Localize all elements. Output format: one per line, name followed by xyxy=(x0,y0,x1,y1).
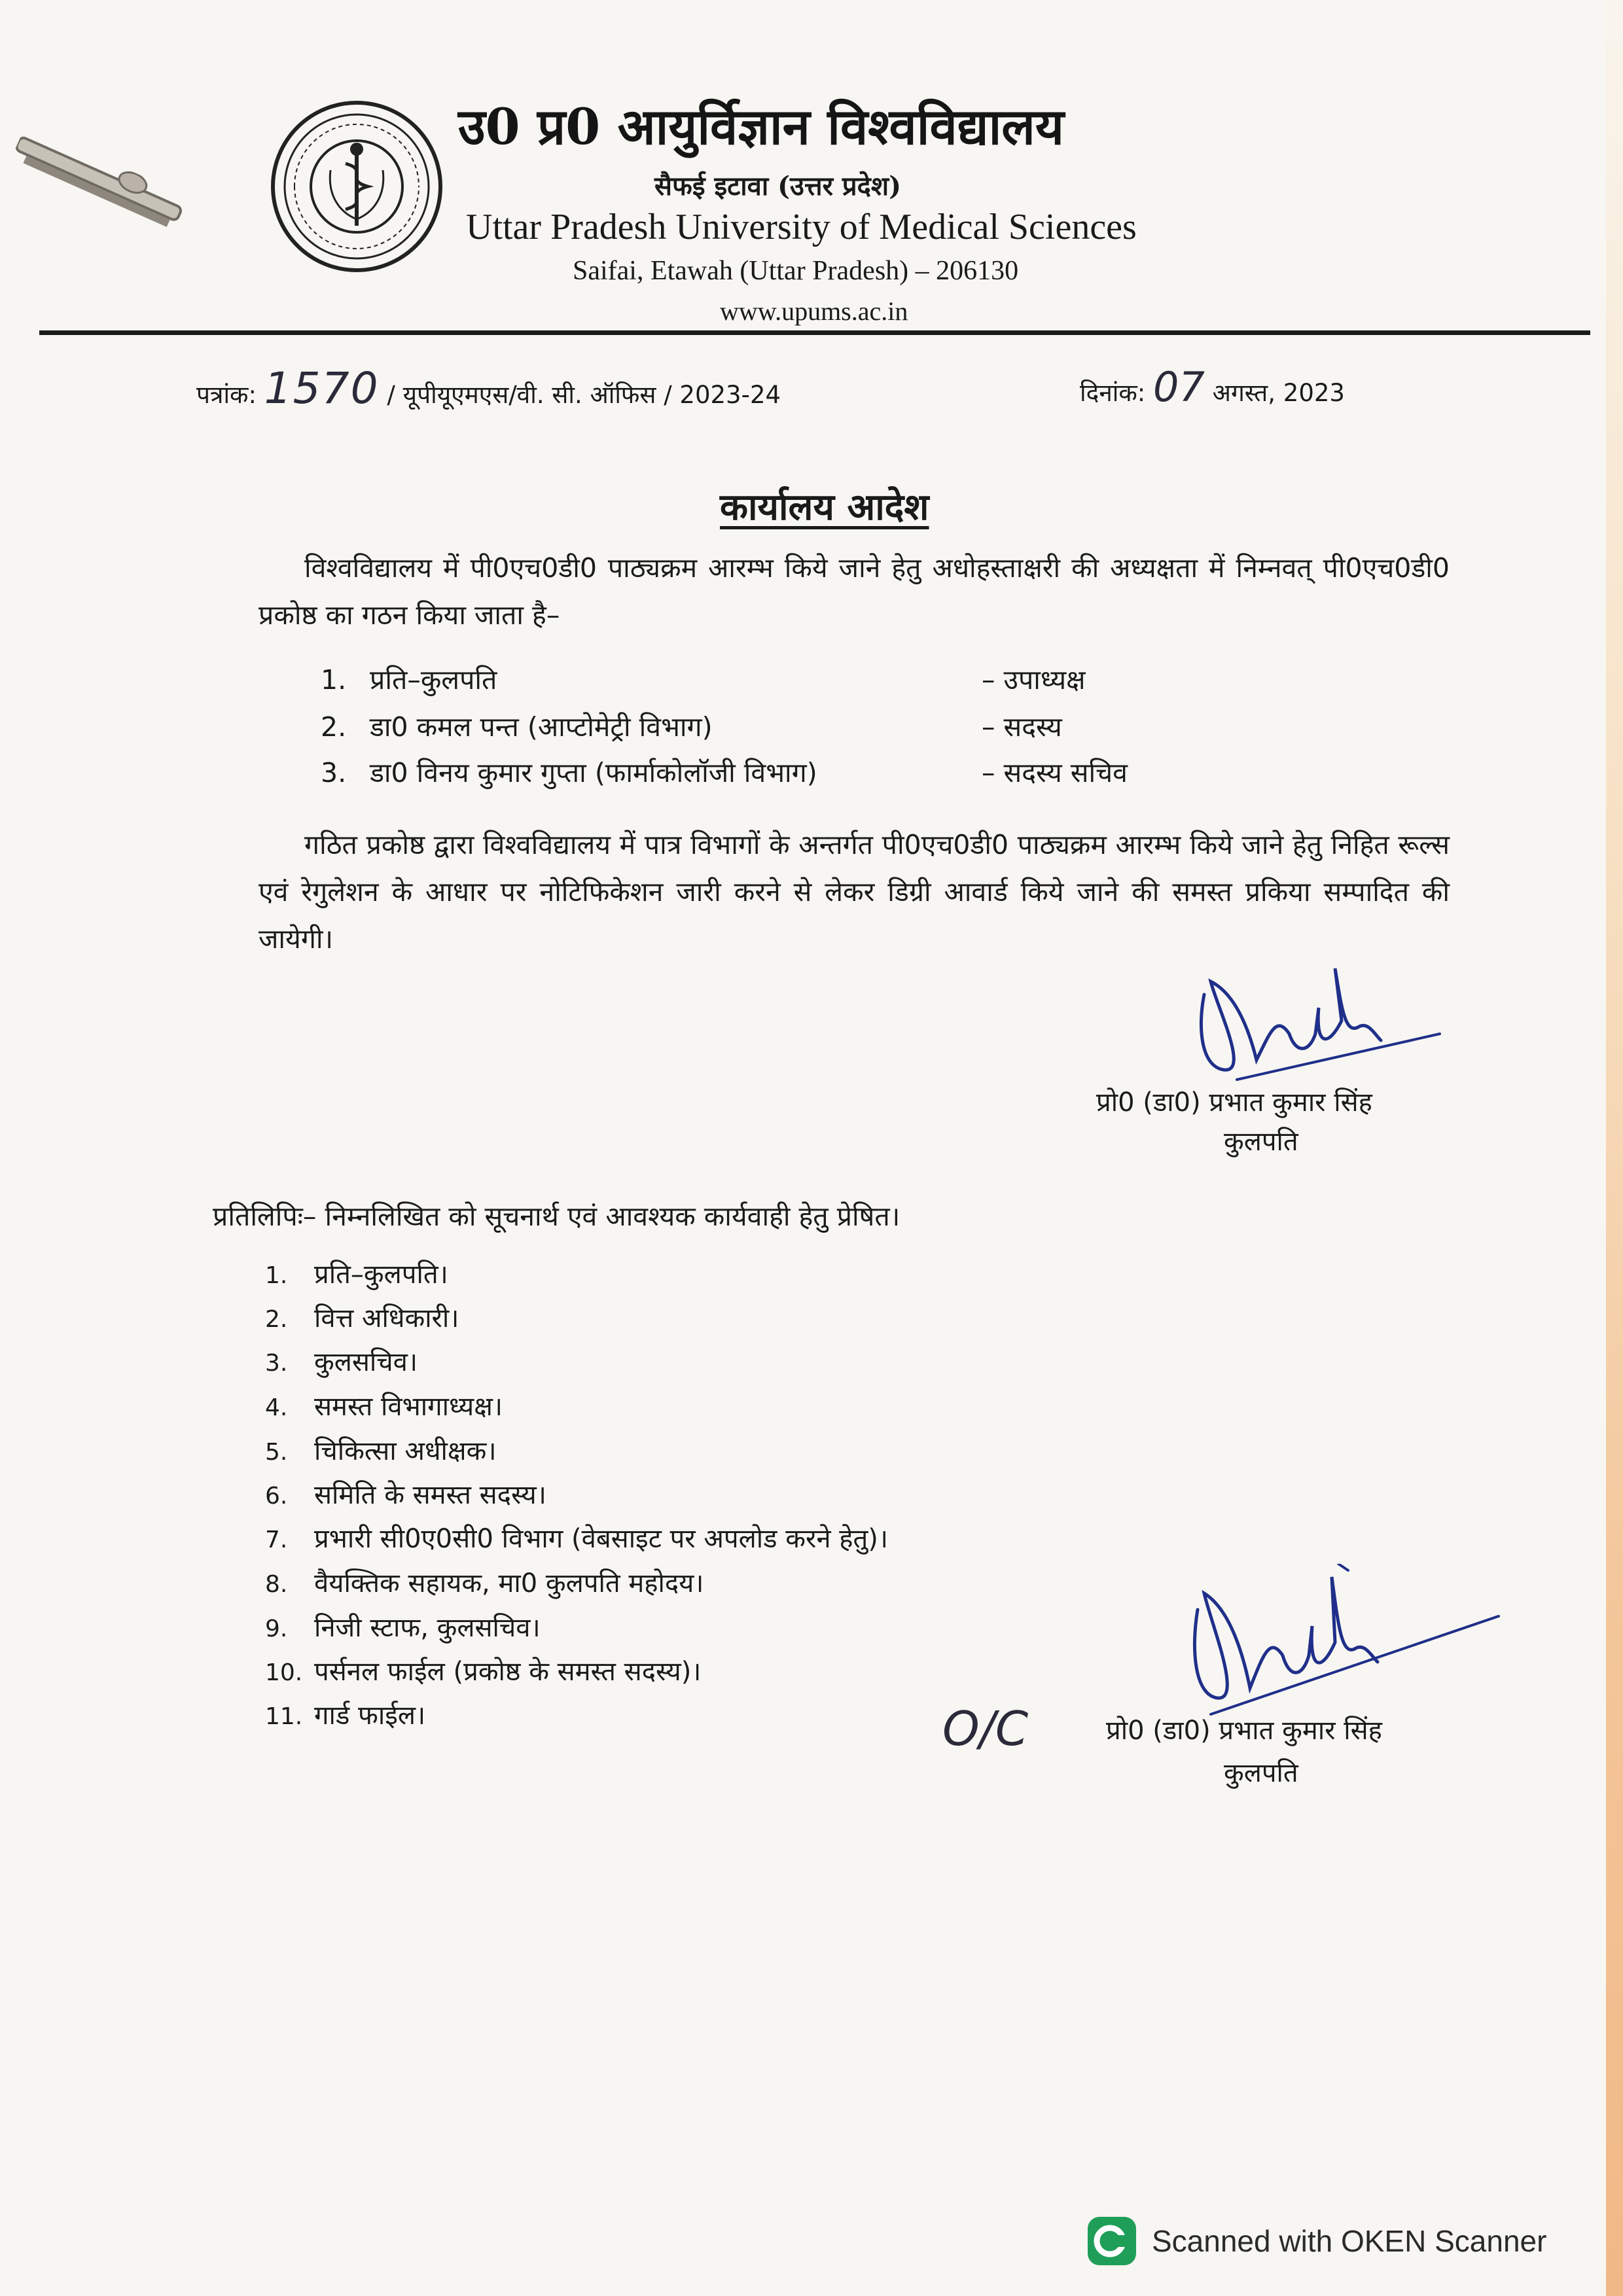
member-role-2: – सदस्य xyxy=(982,711,1062,743)
order-body-paragraph: गठित प्रकोष्ठ द्वारा विश्वविद्यालय में पात्र विभागों के अन्तर्गत पी0एच0डी0 पाठ्यक्रम आरम्भ किये जाने हेतु निहित रूल्स एवं रेगुलेशन के आधार पर नोटिफिकेशन जारी करने से लेकर डिग्री आवार्ड किये जाने की समस्त प्रकिया सम्पादित की जायेगी। xyxy=(259,829,1450,955)
date-month-year: अगस्त, 2023 xyxy=(1212,379,1345,407)
order-intro-paragraph: विश्वविद्यालय में पी0एच0डी0 पाठ्यक्रम आरम्भ किये जाने हेतु अधोहस्ताक्षरी की अध्यक्षता में निम्नवत् पी0एच0डी0 प्रकोष्ठ का गठन किया जाता है– xyxy=(259,552,1450,631)
copy-recipient: 9. निजी स्टाफ, कुलसचिव। xyxy=(265,1613,541,1643)
university-name-english: Uttar Pradesh University of Medical Sciences xyxy=(466,207,1137,247)
copy-recipient: 3. कुलसचिव। xyxy=(265,1347,418,1377)
member-name: प्रति–कुलपति xyxy=(370,664,497,696)
member-number: 2. xyxy=(321,711,347,743)
header-divider xyxy=(39,330,1590,335)
copy-recipient: 1. प्रति–कुलपति। xyxy=(265,1260,448,1290)
reference-line xyxy=(196,363,781,414)
scanner-watermark xyxy=(1086,2215,1546,2267)
member-role-1: – उपाध्यक्ष xyxy=(982,664,1086,696)
date-day: 07 xyxy=(1153,363,1205,411)
university-website: www.upums.ac.in xyxy=(720,296,908,326)
member-row-1 xyxy=(321,661,497,698)
university-seal xyxy=(268,98,445,275)
signatory-title-2: कुलपति xyxy=(1224,1758,1298,1788)
copy-recipient: 5. चिकित्सा अधीक्षक। xyxy=(265,1436,497,1466)
member-row-3 xyxy=(321,754,817,790)
order-title: कार्यालय आदेश xyxy=(720,486,929,529)
copy-recipient: 8. वैयक्तिक सहायक, मा0 कुलपति महोदय। xyxy=(265,1568,704,1598)
copy-recipient: 4. समस्त विभागाध्यक्ष। xyxy=(265,1392,503,1422)
member-role-3: – सदस्य सचिव xyxy=(982,757,1128,788)
handwritten-oc: O/C xyxy=(942,1701,1029,1756)
member-name: डा0 विनय कुमार गुप्ता (फार्माकोलॉजी विभाग) xyxy=(370,757,817,788)
scanner-text: Scanned with OKEN Scanner xyxy=(1152,2224,1547,2258)
member-name: डा0 कमल पन्त (आप्टोमेट्री विभाग) xyxy=(370,711,713,743)
copy-recipient: 2. वित्त अधिकारी। xyxy=(265,1303,459,1333)
reference-label: पत्रांक: xyxy=(196,381,257,409)
signatory-name-2: प्रो0 (डा0) प्रभात कुमार सिंह xyxy=(1106,1716,1382,1746)
copy-recipient: 6. समिति के समस्त सदस्य। xyxy=(265,1480,546,1510)
reference-number: 1570 xyxy=(264,363,380,414)
signatory-name-1: प्रो0 (डा0) प्रभात कुमार सिंह xyxy=(1096,1087,1372,1118)
date-line xyxy=(1080,363,1345,411)
page-edge-shadow xyxy=(1606,0,1623,2296)
oken-scanner-logo-icon xyxy=(1086,2216,1137,2267)
stapler-mark xyxy=(2,124,193,253)
member-number: 3. xyxy=(321,757,347,788)
member-number: 1. xyxy=(321,664,347,696)
reference-suffix: / यूपीयूएमएस/वी. सी. ऑफिस / 2023-24 xyxy=(387,381,781,409)
signatory-title-1: कुलपति xyxy=(1224,1127,1298,1157)
university-address: Saifai, Etawah (Uttar Pradesh) – 206130 xyxy=(573,256,1019,286)
university-location-hindi: सैफई इटावा (उत्तर प्रदेश) xyxy=(654,171,902,202)
copy-recipient: 11. गार्ड फाईल। xyxy=(265,1701,426,1731)
university-name-hindi: उ0 प्र0 आयुर्विज्ञान विश्वविद्यालय xyxy=(458,97,1064,156)
date-label: दिनांक: xyxy=(1080,379,1146,407)
copy-recipient: 7. प्रभारी सी0ए0सी0 विभाग (वेबसाइट पर अपलोड करने हेतु)। xyxy=(265,1524,889,1554)
copy-heading: प्रतिलिपिः– निम्नलिखित को सूचनार्थ एवं आवश्यक कार्यवाही हेतु प्रेषित। xyxy=(213,1201,901,1232)
member-row-2 xyxy=(321,708,713,745)
copy-recipient: 10. पर्सनल फाईल (प्रकोष्ठ के समस्त सदस्य)। xyxy=(265,1657,702,1687)
